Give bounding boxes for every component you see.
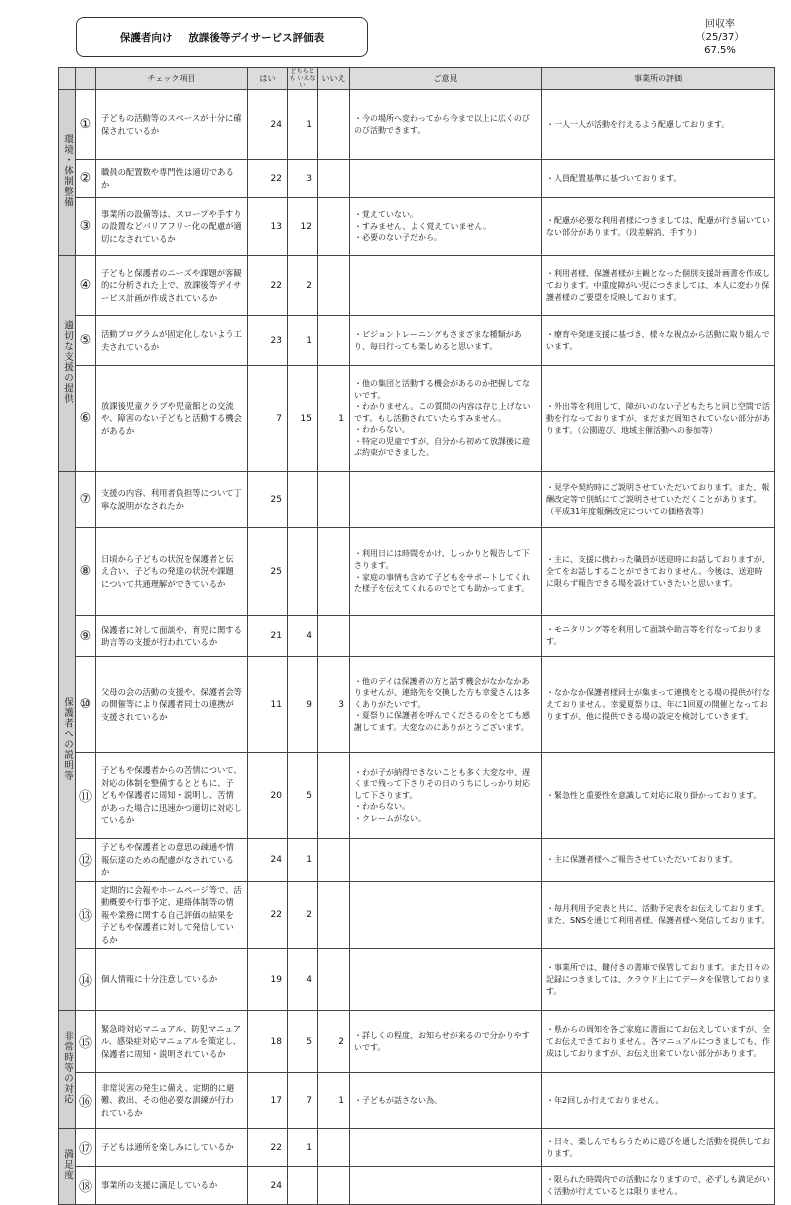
opinion-cell [350, 1129, 542, 1167]
row-number: ⑧ [76, 528, 96, 616]
no-count [318, 1167, 350, 1205]
table-row [59, 316, 775, 366]
evaluation-cell: ・モニタリング等を利用して面談や助言等を行なっております。 [542, 616, 775, 657]
opinion-cell: ・今の場所へ変わってから今まで以上に広くのびのび活動できます。 [350, 90, 542, 160]
neither-count: 1 [288, 839, 318, 882]
evaluation-cell: ・人員配置基準に基づいております。 [542, 160, 775, 198]
header-row [59, 68, 775, 90]
evaluation-cell: ・年2回しか行えておりません。 [542, 1073, 775, 1129]
yes-count: 22 [248, 1129, 288, 1167]
yes-count: 11 [248, 657, 288, 753]
neither-count: 4 [288, 949, 318, 1011]
opinion-cell: ・利用日には時間をかけ、しっかりと報告して下さります。 ・家庭の事情も含めて子どもをサポートしてくれた様子を伝えてくれるのでとても助かってます。 [350, 528, 542, 616]
evaluation-cell: ・外出等を利用して、障がいのない子どもたちと同じ空間で活動を行なっておりますが、まだまだ周知されていない部分があります。（公園遊び、地域主催活動への参加等） [542, 366, 775, 472]
opinion-cell: ・わが子が納得できないことも多く大変な中、遅くまで残って下さりその日のうちにしっかり対応して下さります。 ・わからない。 ・クレームがない。 [350, 753, 542, 839]
table-row [59, 90, 775, 160]
evaluation-cell: ・限られた時間内での活動になりますので、必ずしも満足がいく活動が行えているとは限りません。 [542, 1167, 775, 1205]
table-row [59, 753, 775, 839]
table-row [59, 160, 775, 198]
yes-count: 18 [248, 1011, 288, 1073]
check-item: 定期的に会報やホームページ等で、活動概要や行事予定、連絡体制等の情報や業務に関する自己評価の結果を子どもや保護者に対して発信しているか [96, 881, 248, 949]
yes-count: 20 [248, 753, 288, 839]
opinion-cell [350, 160, 542, 198]
category-label: 満足度 [62, 1148, 73, 1181]
category-cell [59, 90, 76, 256]
row-number: ⑪ [76, 753, 96, 839]
yes-count: 25 [248, 528, 288, 616]
check-item: 事業所の設備等は、スロープや手すりの設置などバリアフリー化の配慮が適切になされているか [96, 198, 248, 256]
evaluation-cell: ・事業所では、鍵付きの書庫で保管しております。また日々の記録につきましては、クラウド上にてデータを保管しております。 [542, 949, 775, 1011]
row-number: ⑤ [76, 316, 96, 366]
category-label: 適切な支援の提供 [62, 319, 73, 404]
neither-count [288, 472, 318, 528]
check-item: 子どもは通所を楽しみにしているか [96, 1129, 248, 1167]
row-number: ⑨ [76, 616, 96, 657]
opinion-cell [350, 949, 542, 1011]
opinion-cell: ・子どもが話さない為。 [350, 1073, 542, 1129]
check-item: 放課後児童クラブや児童館との交流や、障害のない子どもと活動する機会があるか [96, 366, 248, 472]
category-cell [59, 256, 76, 472]
yes-count: 22 [248, 160, 288, 198]
check-item: 個人情報に十分注意しているか [96, 949, 248, 1011]
no-count: 3 [318, 657, 350, 753]
category-label: 環境・体制整備 [62, 133, 73, 208]
table-row [59, 256, 775, 316]
collection-rate [690, 18, 750, 57]
neither-count: 1 [288, 1129, 318, 1167]
check-item: 活動プログラムが固定化しないよう工夫されているか [96, 316, 248, 366]
row-number: ① [76, 90, 96, 160]
opinion-cell: ・他の集団と活動する機会があるのか把握してないです。 ・わかりません。この質問の内容は存じ上げないです。もし活動されていたらすみません。 ・わからない。 ・特定の児童ですが、自分から初めて放課後に遊ぶ約束ができました。 [350, 366, 542, 472]
no-count [318, 472, 350, 528]
neither-count: 15 [288, 366, 318, 472]
no-count [318, 256, 350, 316]
form-title-box [76, 17, 368, 57]
evaluation-table [58, 67, 775, 1205]
evaluation-cell: ・日々、楽しんでもらうために遊びを通した活動を提供しております。 [542, 1129, 775, 1167]
check-item: 子どもや保護者からの苦情について、対応の体制を整備するとともに、子どもや保護者に周知・説明し、苦情があった場合に迅速かつ適切に対応しているか [96, 753, 248, 839]
table-row [59, 1167, 775, 1205]
opinion-cell: ・ビジョントレーニングもさまざまな種類があり、毎日行っても楽しめると思います。 [350, 316, 542, 366]
check-item: 日頃から子どもの状況を保護者と伝え合い、子どもの発達の状況や課題について共通理解ができているか [96, 528, 248, 616]
row-number: ⑩ [76, 657, 96, 753]
no-count [318, 1129, 350, 1167]
row-number: ⑮ [76, 1011, 96, 1073]
evaluation-cell: ・配慮が必要な利用者様につきましては、配慮が行き届いていない部分があります。（段差解消、手すり） [542, 198, 775, 256]
evaluation-cell: ・療育や発達支援に基づき、様々な視点から活動に取り組んでいます。 [542, 316, 775, 366]
no-count: 1 [318, 366, 350, 472]
table-row [59, 366, 775, 472]
neither-count: 1 [288, 316, 318, 366]
category-label: 保護者への説明等 [62, 697, 73, 781]
row-number: ⑯ [76, 1073, 96, 1129]
opinion-cell: ・覚えていない。 ・すみません、よく覚えていません。 ・必要のない子だから。 [350, 198, 542, 256]
table-row [59, 657, 775, 753]
no-count [318, 839, 350, 882]
row-number: ⑱ [76, 1167, 96, 1205]
table-row [59, 528, 775, 616]
row-number: ⑭ [76, 949, 96, 1011]
table-row [59, 1073, 775, 1129]
check-item: 父母の会の活動の支援や、保護者会等の開催等により保護者同士の連携が支援されているか [96, 657, 248, 753]
table-row [59, 472, 775, 528]
no-count [318, 881, 350, 949]
table-row [59, 949, 775, 1011]
neither-count: 9 [288, 657, 318, 753]
table-row [59, 881, 775, 949]
header-yes: はい [248, 68, 288, 90]
check-item: 保護者に対して面談や、育児に関する助言等の支援が行われているか [96, 616, 248, 657]
header-corner [59, 68, 76, 90]
check-item: 緊急時対応マニュアル、防犯マニュアル、感染症対応マニュアルを策定し、保護者に周知・説明されているか [96, 1011, 248, 1073]
table-row [59, 198, 775, 256]
table-row [59, 616, 775, 657]
evaluation-cell: ・一人一人が活動を行えるよう配慮しております。 [542, 90, 775, 160]
neither-count [288, 1167, 318, 1205]
row-number: ⑥ [76, 366, 96, 472]
no-count [318, 160, 350, 198]
neither-count: 1 [288, 90, 318, 160]
yes-count: 21 [248, 616, 288, 657]
row-number: ⑰ [76, 1129, 96, 1167]
no-count: 2 [318, 1011, 350, 1073]
row-number: ② [76, 160, 96, 198]
check-item: 子どもや保護者との意思の疎通や情報伝達のための配慮がなされているか [96, 839, 248, 882]
yes-count: 24 [248, 839, 288, 882]
header-opinion: ご意見 [350, 68, 542, 90]
evaluation-cell: ・見学や契約時にご説明させていただいております。また、報酬改定等で別紙にてご説明させていただくことがあります。（平成31年度報酬改定についての価格表等） [542, 472, 775, 528]
yes-count: 13 [248, 198, 288, 256]
evaluation-cell: ・主に、支援に携わった職員が送迎時にお話しておりますが、全てをお話しすることができておりません。今後は、送迎時に限らず報告できる場を設けていきたいと思います。 [542, 528, 775, 616]
check-item: 子どもの活動等のスペースが十分に確保されているか [96, 90, 248, 160]
yes-count: 7 [248, 366, 288, 472]
opinion-cell [350, 839, 542, 882]
neither-count: 12 [288, 198, 318, 256]
neither-count: 2 [288, 256, 318, 316]
neither-count: 4 [288, 616, 318, 657]
yes-count: 24 [248, 90, 288, 160]
row-number: ⑬ [76, 881, 96, 949]
neither-count: 3 [288, 160, 318, 198]
row-number: ⑦ [76, 472, 96, 528]
yes-count: 23 [248, 316, 288, 366]
opinion-cell [350, 881, 542, 949]
category-cell [59, 1129, 76, 1205]
collection-rate-percent: 67.5% [704, 45, 736, 56]
no-count [318, 616, 350, 657]
category-cell [59, 472, 76, 1011]
opinion-cell [350, 256, 542, 316]
check-item: 子どもと保護者のニーズや課題が客観的に分析された上で、放課後等デイサービス計画が作成されているか [96, 256, 248, 316]
yes-count: 17 [248, 1073, 288, 1129]
table-row [59, 1129, 775, 1167]
table-row [59, 1011, 775, 1073]
no-count [318, 198, 350, 256]
evaluation-cell: ・緊急性と重要性を意識して対応に取り掛かっております。 [542, 753, 775, 839]
check-item: 職員の配置数や専門性は適切であるか [96, 160, 248, 198]
neither-count: 7 [288, 1073, 318, 1129]
header-check-item: チェック項目 [96, 68, 248, 90]
no-count: 1 [318, 1073, 350, 1129]
collection-rate-label: 回収率 [705, 19, 735, 30]
neither-count: 5 [288, 1011, 318, 1073]
opinion-cell [350, 616, 542, 657]
check-item: 非常災害の発生に備え、定期的に避難、救出、その他必要な訓練が行われているか [96, 1073, 248, 1129]
opinion-cell: ・詳しくの程度、お知らせが来るので分かりやすいです。 [350, 1011, 542, 1073]
no-count [318, 528, 350, 616]
no-count [318, 316, 350, 366]
yes-count: 22 [248, 881, 288, 949]
no-count [318, 90, 350, 160]
no-count [318, 949, 350, 1011]
evaluation-cell: ・なかなか保護者様同士が集まって連携をとる場の提供が行なえておりません。幸愛夏祭りは、年に1回夏の開催となっておりますが、他に提供できる場の設定を検討していきます。 [542, 657, 775, 753]
yes-count: 22 [248, 256, 288, 316]
yes-count: 25 [248, 472, 288, 528]
evaluation-cell: ・県からの周知を各ご家庭に書面にてお伝えしていますが、全てお伝えできておりません。各マニュアルにつきましても、作成はしておりますが、お伝え出来ていない部分があります。 [542, 1011, 775, 1073]
check-item: 支援の内容、利用者負担等について丁寧な説明がなされたか [96, 472, 248, 528]
audience-label: 保護者向け [119, 31, 173, 44]
no-count [318, 753, 350, 839]
form-title: 放課後等デイサービス評価表 [188, 31, 325, 44]
collection-rate-fraction: （25/37） [695, 32, 745, 43]
check-item: 事業所の支援に満足しているか [96, 1167, 248, 1205]
neither-count: 5 [288, 753, 318, 839]
row-number: ⑫ [76, 839, 96, 882]
row-number: ④ [76, 256, 96, 316]
header-no: いいえ [318, 68, 350, 90]
yes-count: 24 [248, 1167, 288, 1205]
evaluation-cell: ・毎月利用予定表と共に、活動予定表をお伝えしております。また、SNSを通じて利用者様、保護者様へ発信しております。 [542, 881, 775, 949]
opinion-cell: ・他のデイは保護者の方と話す機会がなかなかありませんが、連絡先を交換した方も幸愛さんは多くありがたいです。 ・夏祭りに保護者を呼んでくださるのをとても感謝してます。大変なのにありがとうございます。 [350, 657, 542, 753]
header-number [76, 68, 96, 90]
header-evaluation: 事業所の評価 [542, 68, 775, 90]
opinion-cell [350, 1167, 542, 1205]
evaluation-cell: ・主に保護者様へご報告させていただいております。 [542, 839, 775, 882]
neither-count [288, 528, 318, 616]
category-label: 非常時等の対応 [62, 1030, 73, 1105]
row-number: ③ [76, 198, 96, 256]
header-neither: どちらとも いえない [288, 68, 318, 90]
table-row [59, 839, 775, 882]
neither-count: 2 [288, 881, 318, 949]
yes-count: 19 [248, 949, 288, 1011]
category-cell [59, 1011, 76, 1129]
opinion-cell [350, 472, 542, 528]
evaluation-cell: ・利用者様、保護者様が主観となった個別支援計画書を作成しております。中重度障がい児につきましては、本人に変わり保護者様のご要望を反映しております。 [542, 256, 775, 316]
